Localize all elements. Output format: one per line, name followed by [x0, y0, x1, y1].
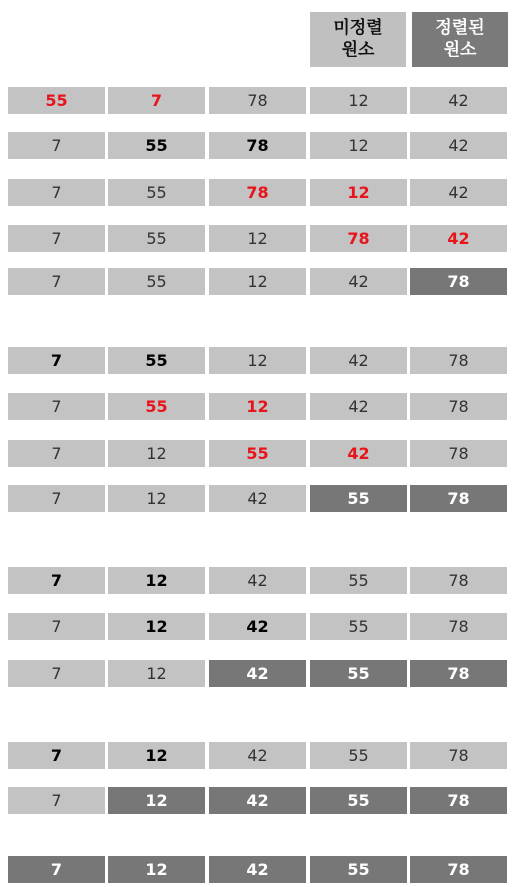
- array-cell: 78: [410, 787, 507, 814]
- array-cell: 12: [108, 856, 205, 883]
- array-cell: 55: [108, 347, 205, 374]
- array-cell: 42: [209, 567, 306, 594]
- legend-unsorted-line1: 미정렬: [333, 18, 383, 38]
- array-cell: 55: [108, 132, 205, 159]
- array-cell: 78: [410, 393, 507, 420]
- array-cell: 78: [410, 742, 507, 769]
- array-cell: 42: [209, 742, 306, 769]
- array-cell: 78: [410, 347, 507, 374]
- array-cell: 7: [8, 393, 105, 420]
- array-cell: 7: [8, 660, 105, 687]
- legend-sorted-line1: 정렬된: [435, 18, 485, 38]
- array-cell: 7: [8, 856, 105, 883]
- legend-unsorted-line2: 원소: [341, 40, 375, 60]
- array-cell: 7: [8, 567, 105, 594]
- array-cell: 7: [8, 268, 105, 295]
- array-cell: 12: [310, 87, 407, 114]
- array-cell: 55: [310, 567, 407, 594]
- array-cell: 55: [310, 613, 407, 640]
- array-cell: 42: [310, 268, 407, 295]
- array-cell: 7: [8, 132, 105, 159]
- array-cell: 7: [8, 787, 105, 814]
- array-cell: 12: [310, 132, 407, 159]
- array-cell: 78: [410, 567, 507, 594]
- array-cell: 42: [410, 225, 507, 252]
- array-cell: 42: [310, 347, 407, 374]
- array-cell: 42: [209, 613, 306, 640]
- array-cell: 12: [108, 485, 205, 512]
- array-cell: 12: [108, 613, 205, 640]
- array-cell: 55: [310, 787, 407, 814]
- array-cell: 12: [310, 179, 407, 206]
- array-cell: 78: [209, 87, 306, 114]
- array-cell: 55: [310, 742, 407, 769]
- array-cell: 42: [209, 856, 306, 883]
- array-cell: 55: [108, 179, 205, 206]
- array-cell: 55: [108, 268, 205, 295]
- array-cell: 78: [209, 179, 306, 206]
- array-cell: 78: [410, 268, 507, 295]
- array-cell: 42: [410, 179, 507, 206]
- array-cell: 78: [410, 485, 507, 512]
- legend-unsorted: [310, 12, 406, 67]
- legend-sorted-line2: 원소: [443, 40, 477, 60]
- array-cell: 12: [108, 660, 205, 687]
- array-cell: 42: [410, 87, 507, 114]
- array-cell: 42: [410, 132, 507, 159]
- array-cell: 42: [209, 485, 306, 512]
- array-cell: 78: [410, 440, 507, 467]
- array-cell: 12: [209, 268, 306, 295]
- array-cell: 55: [310, 485, 407, 512]
- array-cell: 55: [108, 393, 205, 420]
- array-cell: 42: [310, 440, 407, 467]
- array-cell: 12: [209, 225, 306, 252]
- array-cell: 78: [410, 660, 507, 687]
- array-cell: 55: [310, 660, 407, 687]
- array-cell: 12: [108, 787, 205, 814]
- array-cell: 78: [209, 132, 306, 159]
- array-cell: 12: [209, 393, 306, 420]
- array-cell: 7: [8, 742, 105, 769]
- array-cell: 12: [108, 742, 205, 769]
- legend-sorted: [412, 12, 508, 67]
- array-cell: 7: [8, 485, 105, 512]
- array-cell: 42: [310, 393, 407, 420]
- array-cell: 7: [8, 347, 105, 374]
- array-cell: 55: [108, 225, 205, 252]
- array-cell: 55: [8, 87, 105, 114]
- array-cell: 78: [410, 613, 507, 640]
- array-cell: 55: [310, 856, 407, 883]
- array-cell: 7: [8, 613, 105, 640]
- array-cell: 7: [8, 225, 105, 252]
- array-cell: 7: [8, 179, 105, 206]
- array-cell: 78: [410, 856, 507, 883]
- array-cell: 7: [108, 87, 205, 114]
- array-cell: 7: [8, 440, 105, 467]
- array-cell: 78: [310, 225, 407, 252]
- array-cell: 12: [108, 440, 205, 467]
- array-cell: 42: [209, 660, 306, 687]
- array-cell: 12: [209, 347, 306, 374]
- array-cell: 42: [209, 787, 306, 814]
- array-cell: 12: [108, 567, 205, 594]
- array-cell: 55: [209, 440, 306, 467]
